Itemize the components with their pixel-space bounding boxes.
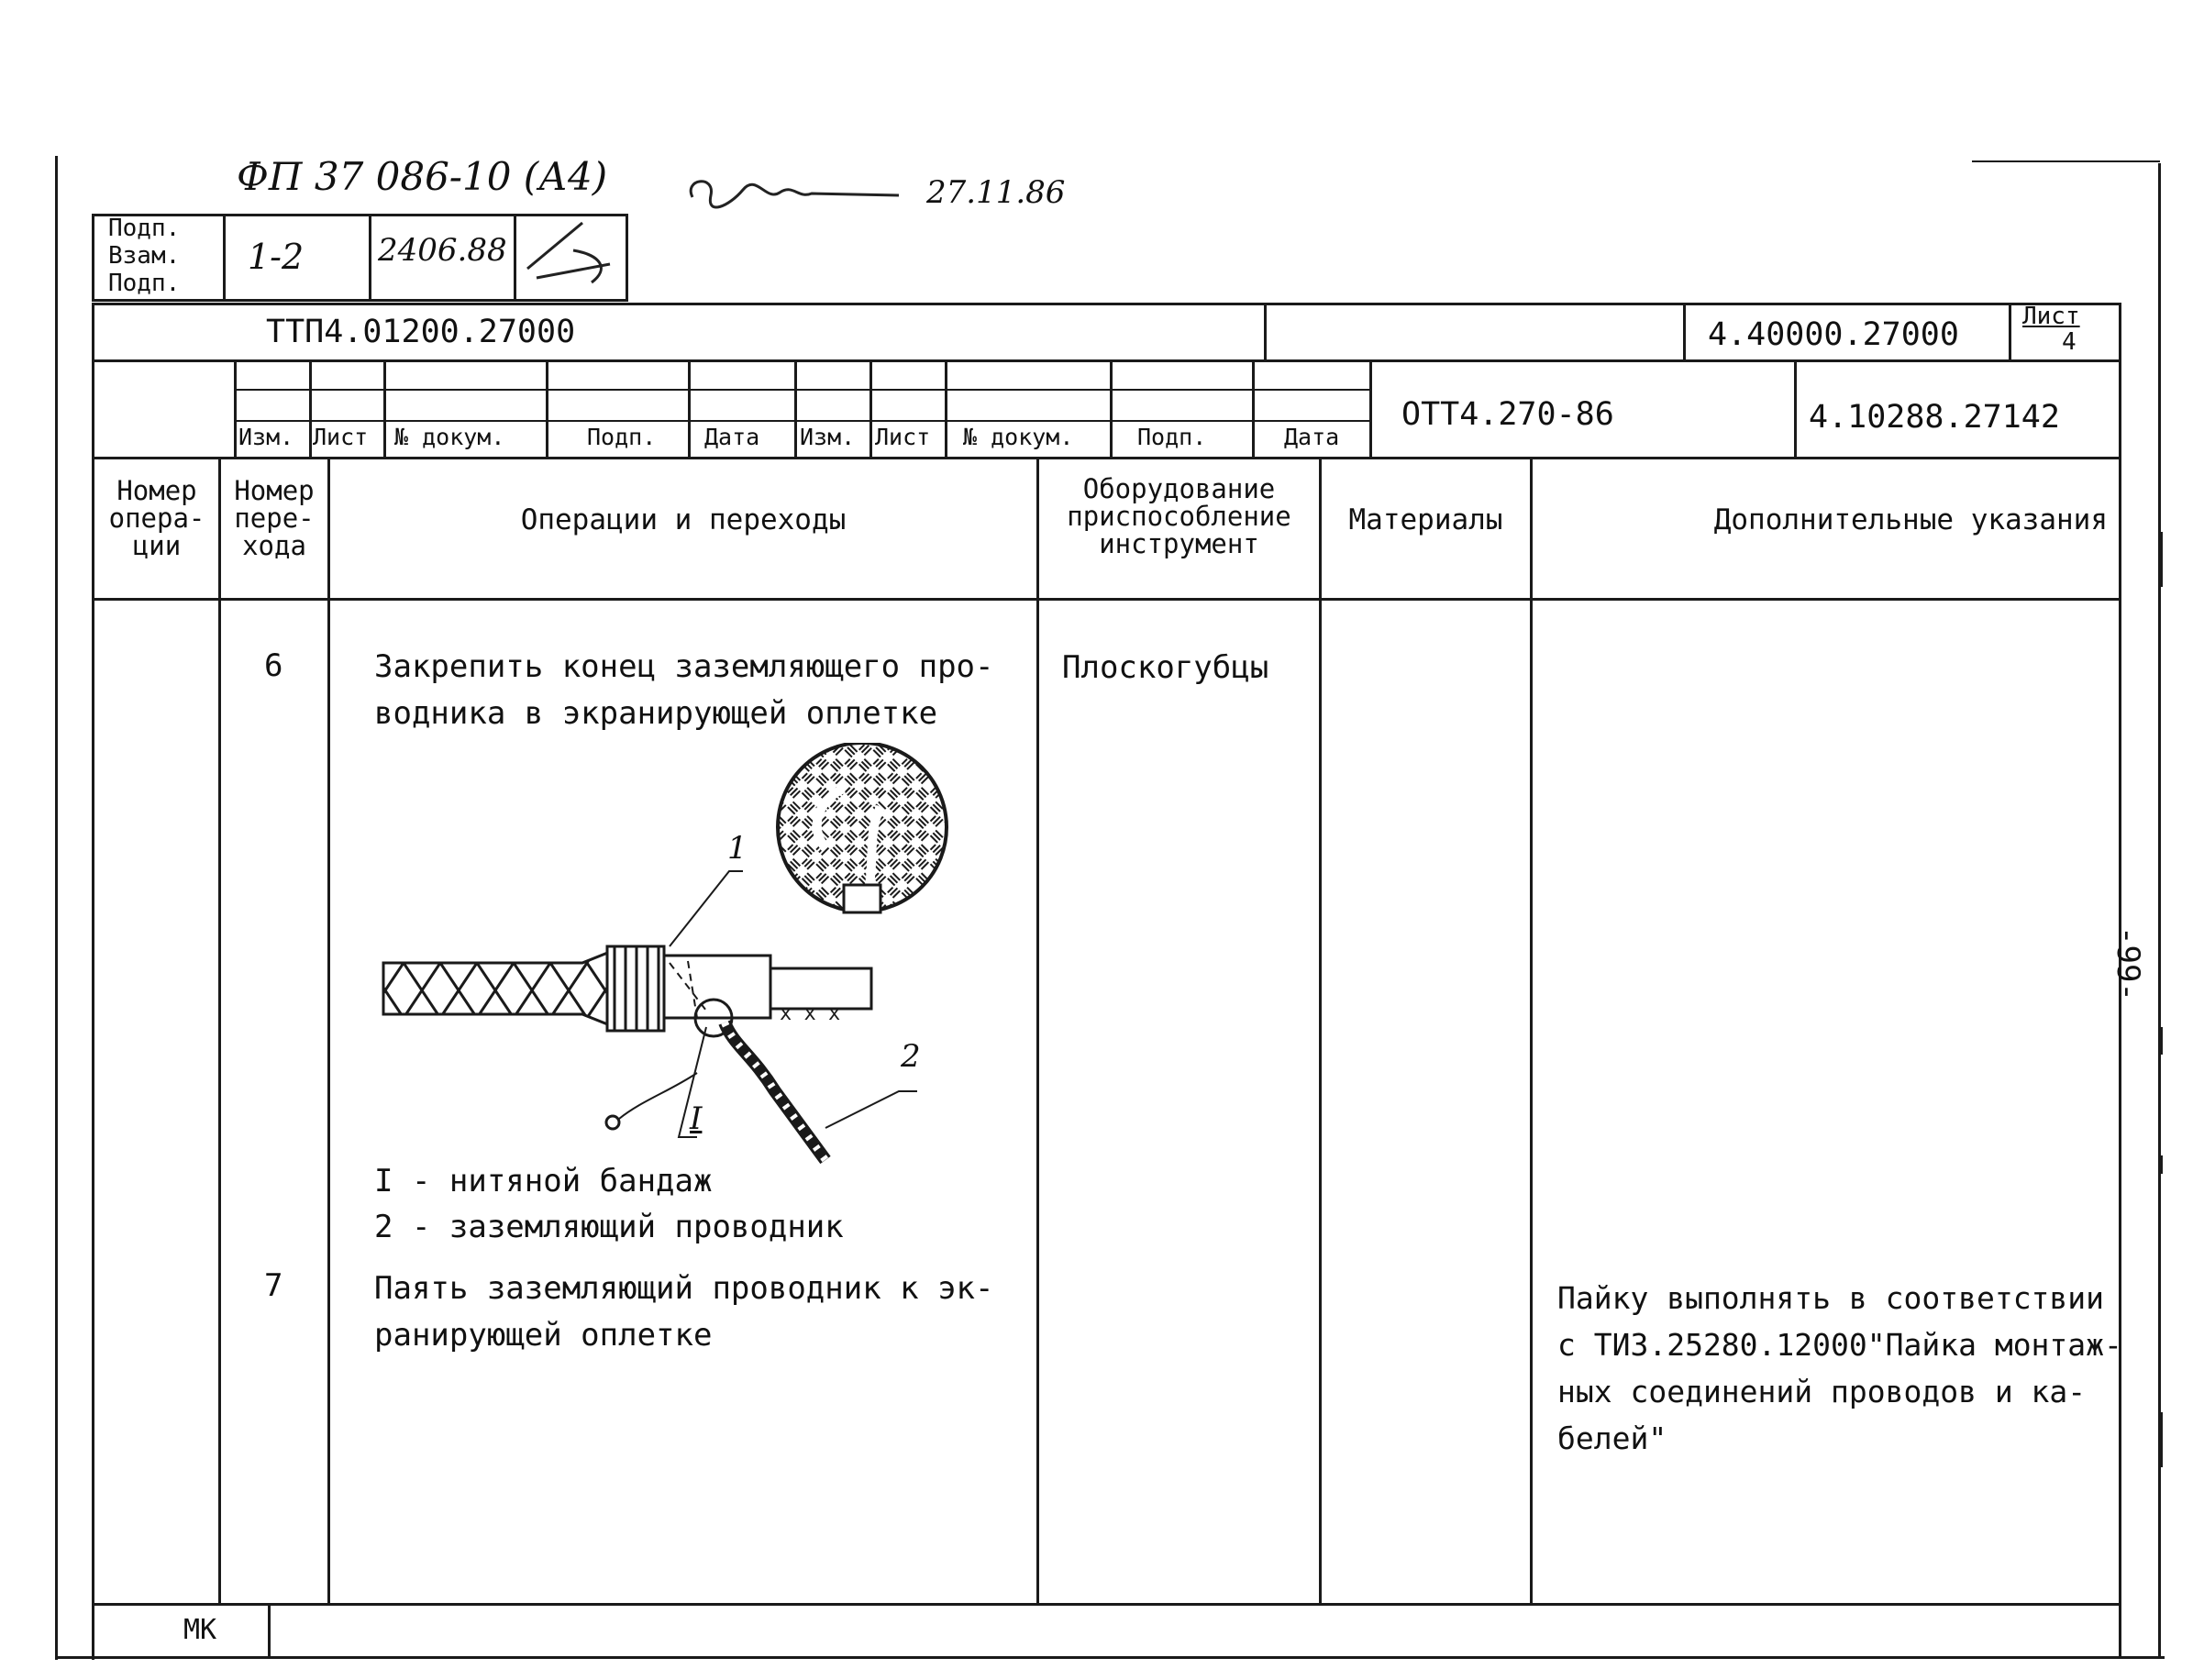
row-step-6: 6 (264, 647, 283, 684)
header-row-bottom (92, 598, 2121, 601)
col-header-notes: Дополнительные указания (1713, 503, 2108, 536)
callout-I: I (690, 1100, 703, 1137)
rev-header-date: Дата (704, 424, 760, 450)
svg-text:x x x: x x x (780, 1002, 841, 1025)
outer-top-border-fragment (1972, 160, 2160, 162)
approval-stamp (92, 214, 628, 302)
rev-header-date-2: Дата (1284, 424, 1340, 450)
outer-left-border (55, 156, 58, 1660)
col-header-step-number: Номер пере- хода (234, 475, 315, 561)
stamp-label-sign-2: Подп. (108, 270, 181, 297)
ref-code-3: 4.10288.27142 (1809, 399, 2060, 436)
margin-page-number: -99- (2110, 926, 2146, 1001)
callout-2: 2 (901, 1038, 921, 1075)
signature-date: 27.11.86 (926, 174, 1066, 211)
rev-header-izm-2: Изм. (800, 424, 856, 450)
callout-1: 1 (727, 830, 748, 867)
doc-code: ТТП4.01200.27000 (266, 314, 576, 350)
col-header-materials: Материалы (1348, 503, 1503, 536)
body-bottom (92, 1603, 2121, 1606)
row-equipment-6: Плоскогубцы (1062, 649, 1269, 686)
rev-header-sign-2: Подп. (1137, 424, 1207, 450)
stamp-inv-2: 2406.88 (378, 232, 507, 269)
revision-grid (92, 359, 1376, 457)
col-header-operations: Операции и переходы (520, 503, 847, 536)
rev-header-doc-2: № докум. (963, 424, 1074, 450)
sheet-number: 4 (2062, 328, 2077, 356)
col-header-equipment: Оборудование приспособление инструмент (1067, 473, 1291, 559)
outer-bottom-border (55, 1656, 2165, 1659)
stamp-inv-1: 1-2 (248, 237, 305, 277)
rev-header-doc: № докум. (394, 424, 505, 450)
legend-item-1: I - нитяной бандаж (374, 1163, 713, 1199)
col-header-op-number: Номер опера- ции (108, 475, 205, 561)
ref-code-2: ОТТ4.270-86 (1401, 396, 1614, 433)
sheet-label: Лист (2022, 303, 2080, 330)
rev-header-list: Лист (313, 424, 369, 450)
stamp-label-replace: Взам. (108, 242, 181, 270)
title-row-top (92, 303, 2121, 305)
row-text-6: Закрепить конец заземляющего про- водника в экранирующей оплетке (374, 648, 994, 732)
stamp-signature (518, 214, 626, 296)
rev-header-list-2: Лист (875, 424, 931, 450)
row-notes-7: Пайку выполнять в соответствии с ТИЗ.25280.12000"Пайка монтаж- ных соединений проводов и ка- белей" (1557, 1280, 2122, 1456)
form-label-mk: МК (183, 1614, 217, 1646)
header-row-top (92, 457, 2121, 459)
rev-header-izm: Изм. (238, 424, 294, 450)
form-code-handwritten: ФП 37 086-10 (А4) (237, 154, 608, 199)
ref-code-1: 4.40000.27000 (1708, 316, 1959, 353)
legend-item-2: 2 - заземляющий проводник (374, 1209, 844, 1245)
row-step-7: 7 (264, 1267, 283, 1304)
stamp-label-sign: Подп. (108, 215, 181, 242)
cable-diagram (367, 743, 954, 1174)
rev-header-sign: Подп. (587, 424, 657, 450)
row-text-7: Паять заземляющий проводник к эк- ранирующей оплетке (374, 1270, 994, 1354)
signature-mark (679, 170, 908, 216)
